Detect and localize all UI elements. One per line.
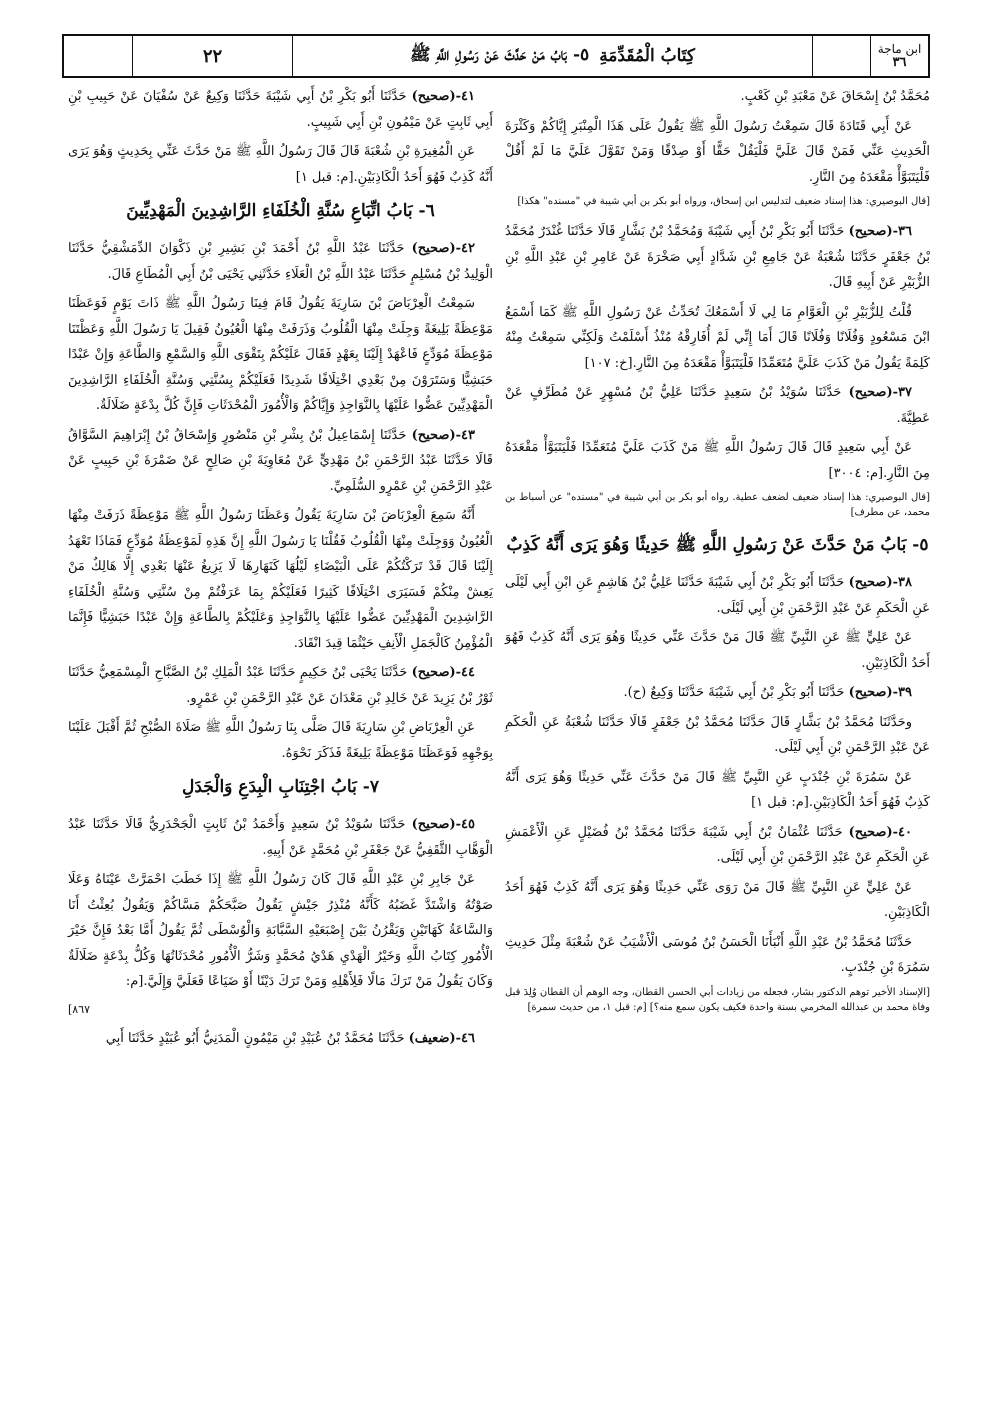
paragraph: عَنْ عَلِيٍّ ﷺ عَنِ النَّبِيِّ ﷺ قَالَ مَنْ حَدَّثَ عَنِّي حَدِيثًا وَهُوَ يَرَى أَنَّهُ كَذِبٌ فَهُوَ أَحَدُ الْكَاذِبَيْنِ. [505,630,930,671]
page-header [62,34,930,78]
isnad: حَدَّثَنَا سُوَيْدُ بْنُ سَعِيدٍ وَأَحْمَدُ بْنُ ثَابِتٍ الْجَحْدَرِيُّ قَالَا حَدَّثَنَا عَبْدُ الْوَهَّابِ الثَّقَفِيُّ عَنْ جَعْفَرِ بْنِ مُحَمَّدٍ عَنْ أَبِيهِ. [68,817,493,858]
footnote: [الإسناد الأخير توهم الدكتور بشار، فجعله من زيادات أبي الحسن القطان، وجه الوهم أن القطان وُلِدَ قبل وفاة محمد بن عبدالله المخرمي بسنة واحدة فكيف يكون سمع منه؟] [م: قبل ١، من حديث سمرة] [505,986,930,1013]
header-empty-cell-left [64,36,132,76]
page-number: ٢٢ [202,45,223,67]
chapter-heading-6: ٦- بَابُ اتِّبَاعِ سُنَّةِ الْخُلَفَاءِ الرَّاشِدِينَ الْمَهْدِيِّينَ [126,201,435,221]
paragraph: قُلْتُ لِلزُّبَيْرِ بْنِ الْعَوَّامِ مَا لِي لَا أَسْمَعُكَ تُحَدِّثُ عَنْ رَسُولِ اللَّهِ ﷺ كَمَا أَسْمَعُ ابْنَ مَسْعُودٍ وَفُلَانًا وَفُلَانًا قَالَ أَمَا إِنِّي لَمْ أُفَارِقْهُ مُنْذُ أَسْلَمْتُ وَلَكِنِّي سَمِعْتُ مِنْهُ كَلِمَةً يَقُولُ مَنْ كَذَبَ عَلَيَّ مُتَعَمِّدًا فَلْيَتَبَوَّأْ مَقْعَدَهُ مِنَ النَّارِ.[خ: ١٠٧] [505,304,930,371]
hadith-44 [68,660,493,711]
paragraph: عَنْ أَبِي سَعِيدٍ قَالَ قَالَ رَسُولُ اللَّهِ ﷺ مَنْ كَذَبَ عَلَيَّ مُتَعَمِّدًا فَلْيَتَبَوَّأْ مَقْعَدَهُ مِنَ النَّارِ.[م: ٣٠٠٤] [505,440,930,481]
book-page-number: ٣٦ [892,55,907,70]
hadith-number: ٤٣-(صحيح) [411,427,475,443]
isnad: حَدَّثَنَا أَبُو بَكْرِ بْنُ أَبِي شَيْبَةَ حَدَّثَنَا وَكِيعٌ (ح). [623,685,845,700]
page-number-cell [132,36,292,76]
isnad: حَدَّثَنَا مُحَمَّدُ بْنُ عُبَيْدِ بْنِ مَيْمُونٍ الْمَدَنِيُّ أَبُو عُبَيْدٍ حَدَّثَنَا أَبِي [105,1031,405,1046]
hadith-number: ٤٦-(ضعيف) [408,1031,475,1046]
hadith-number: ٣٧-(صحيح) [848,385,912,400]
footnote: [قال البوصيري: هذا إسناد ضعيف لتدليس ابن إسحاق، ورواه أبو بكر بن أبي شيبة في "مسنده" هكذا] [517,196,930,207]
paragraph: عَنِ الْعِرْبَاضِ بْنِ سَارِيَةَ قَالَ صَلَّى بِنَا رَسُولُ اللَّهِ ﷺ صَلَاةَ الصُّبْحِ ثُمَّ أَقْبَلَ عَلَيْنَا بِوَجْهِهِ فَوَعَظَنَا مَوْعِظَةً بَلِيغَةً فَذَكَرَ نَحْوَهُ. [68,720,493,761]
paragraph: عَنْ عَلِيٍّ عَنِ النَّبِيِّ ﷺ قَالَ مَنْ رَوَى عَنِّي حَدِيثًا وَهُوَ يَرَى أَنَّهُ كَذِبٌ فَهُوَ أَحَدُ الْكَاذِبَيْنِ. [505,879,930,920]
isnad: حَدَّثَنَا عَبْدُ اللَّهِ بْنُ أَحْمَدَ بْنِ بَشِيرِ بْنِ ذَكْوَانَ الدِّمَشْقِيُّ حَدَّثَنَا الْوَلِيدُ بْنُ مُسْلِمٍ حَدَّثَنَا عَبْدُ اللَّهِ بْنُ الْعَلَاءِ حَدَّثَنِي يَحْيَى بْنُ أَبِي الْمُطَاعِ قَالَ. [68,241,493,282]
chapter-heading-5: ٥- بَابُ مَنْ حَدَّثَ عَنْ رَسُولِ اللَّهِ ﷺ حَدِيثًا وَهُوَ يَرَى أَنَّهُ كَذِبٌ [506,535,929,555]
section-title: ٥- بَابُ مَنْ حَدَّثَ عَنْ رَسُولِ اللَّهِ ﷺ [410,44,590,65]
chapter-title: كِتَابُ الْمُقَدِّمَةِ [599,46,695,66]
hadith-46 [68,1026,493,1052]
isnad: حَدَّثَنَا يَحْيَى بْنُ حَكِيمٍ حَدَّثَنَا عَبْدُ الْمَلِكِ بْنُ الصَّبَّاحِ الْمِسْمَعِيُّ حَدَّثَنَا ثَوْرُ بْنُ يَزِيدَ عَنْ خَالِدِ بْنِ مَعْدَانَ عَنْ عَبْدِ الرَّحْمَنِ بْنِ عَمْرٍو. [68,665,493,706]
reference-end: ٨٦٧] [68,1002,91,1016]
section-cell [292,36,812,76]
paragraph: أَنَّهُ سَمِعَ الْعِرْبَاضَ بْنَ سَارِيَةَ يَقُولُ وَعَظَنَا رَسُولُ اللَّهِ ﷺ مَوْعِظَةً ذَرَفَتْ مِنْهَا الْعُيُونُ وَوَجِلَتْ مِنْهَا الْقُلُوبُ فَقُلْنَا يَا رَسُولَ اللَّهِ إِنَّ هَذِهِ لَمَوْعِظَةُ مُوَدِّعٍ فَمَاذَا تَعْهَدُ إِلَيْنَا قَالَ قَدْ تَرَكْتُكُمْ عَلَى الْبَيْضَاءِ لَيْلُهَا كَنَهَارِهَا لَا يَزِيغُ عَنْهَا بَعْدِي إِلَّا هَالِكٌ مَنْ يَعِشْ مِنْكُمْ فَسَيَرَى اخْتِلَافًا كَثِيرًا فَعَلَيْكُمْ بِمَا عَرَفْتُمْ مِنْ سُنَّتِي وَسُنَّةِ الْخُلَفَاءِ الرَّاشِدِينَ الْمَهْدِيِّينَ عَضُّوا عَلَيْهَا بِالنَّوَاجِذِ وَعَلَيْكُمْ بِالطَّاعَةِ وَإِنْ عَبْدًا حَبَشِيًّا فَإِنَّمَا الْمُؤْمِنُ كَالْجَمَلِ الْأَنِفِ حَيْثُمَا قِيدَ انْقَادَ. [68,508,493,651]
hadith-42 [68,236,493,287]
hadith-number: ٤١-(صحيح) [411,89,475,104]
isnad: حَدَّثَنَا إِسْمَاعِيلُ بْنُ بِشْرِ بْنِ مَنْصُورٍ وَإِسْحَاقُ بْنُ إِبْرَاهِيمَ السَّوَّاقُ قَالَا حَدَّثَنَا عَبْدُ الرَّحْمَنِ بْنُ مَهْدِيٍّ عَنْ مُعَاوِيَةَ بْنِ صَالِحٍ عَنْ ضَمْرَةَ بْنِ حَبِيبٍ عَنْ عَبْدِ الرَّحْمَنِ بْنِ عَمْرٍو السُّلَمِيِّ. [68,427,493,494]
paragraph: عَنِ الْمُغِيرَةِ بْنِ شُعْبَةَ قَالَ قَالَ رَسُولُ اللَّهِ ﷺ مَنْ حَدَّثَ عَنِّي بِحَدِيثٍ وَهُوَ يَرَى أَنَّهُ كَذِبٌ فَهُوَ أَحَدُ الْكَاذِبَيْنِ.[م: قبل ١] [68,144,493,185]
header-empty-cell-right [812,36,870,76]
book-cell [870,36,928,76]
paragraph: عَنْ سَمُرَةَ بْنِ جُنْدَبٍ عَنِ النَّبِيِّ ﷺ قَالَ مَنْ حَدَّثَ عَنِّي حَدِيثًا وَهُوَ يَرَى أَنَّهُ كَذِبٌ فَهُوَ أَحَدُ الْكَاذِبَيْنِ.[م: قبل ١] [505,769,930,810]
left-column [68,84,493,1056]
hadith-40 [505,820,930,871]
isnad: حَدَّثَنَا أَبُو بَكْرِ بْنُ أَبِي شَيْبَةَ وَمُحَمَّدُ بْنُ بَشَّارٍ قَالَا حَدَّثَنَا غُنْدَرٌ مُحَمَّدُ بْنُ جَعْفَرٍ حَدَّثَنَا شُعْبَةُ عَنْ جَامِعِ بْنِ شَدَّادٍ أَبِي صَخْرَةَ عَنْ عَامِرِ بْنِ عَبْدِ اللَّهِ بْنِ الزُّبَيْرِ عَنْ أَبِيهِ قَالَ. [505,224,930,290]
isnad: حَدَّثَنَا عُثْمَانُ بْنُ أَبِي شَيْبَةَ حَدَّثَنَا مُحَمَّدُ بْنُ فُضَيْلٍ عَنِ الْأَعْمَشِ عَنِ الْحَكَمِ عَنْ عَبْدِ الرَّحْمَنِ بْنِ أَبِي لَيْلَى. [505,824,930,865]
hadith-39 [505,680,930,706]
hadith-37 [505,380,930,431]
hadith-38 [505,570,930,621]
hadith-36 [505,219,930,296]
hadith-45 [68,812,493,863]
hadith-number: ٤٢-(صحيح) [411,241,475,256]
chapter-heading-7: ٧- بَابُ اجْتِنَابِ الْبِدَعِ وَالْجَدَلِ [182,777,379,797]
right-column [505,84,930,1025]
paragraph: سَمِعْتُ الْعِرْبَاضَ بْنَ سَارِيَةَ يَقُولُ قَامَ فِينَا رَسُولُ اللَّهِ ﷺ ذَاتَ يَوْمٍ فَوَعَظَنَا مَوْعِظَةً بَلِيغَةً وَجِلَتْ مِنْهَا الْقُلُوبُ وَذَرَفَتْ مِنْهَا الْعُيُونُ فَقِيلَ يَا رَسُولَ اللَّهِ وَعَظْتَنَا مَوْعِظَةَ مُوَدِّعٍ فَاعْهَدْ إِلَيْنَا بِعَهْدٍ فَقَالَ عَلَيْكُمْ بِتَقْوَى اللَّهِ وَالسَّمْعِ وَالطَّاعَةِ وَإِنْ عَبْدًا حَبَشِيًّا وَسَتَرَوْنَ مِنْ بَعْدِي اخْتِلَافًا شَدِيدًا فَعَلَيْكُمْ بِسُنَّتِي وَسُنَّةِ الْخُلَفَاءِ الرَّاشِدِينَ الْمَهْدِيِّينَ عَضُّوا عَلَيْهَا بِالنَّوَاجِذِ وَإِيَّاكُمْ وَالْأُمُورَ الْمُحْدَثَاتِ فَإِنَّ كُلَّ بِدْعَةٍ ضَلَالَةٌ. [68,296,493,413]
isnad: حَدَّثَنَا أَبُو بَكْرِ بْنُ أَبِي شَيْبَةَ حَدَّثَنَا عَلِيُّ بْنُ هَاشِمٍ عَنِ ابْنِ أَبِي لَيْلَى عَنِ الْحَكَمِ عَنْ عَبْدِ الرَّحْمَنِ بْنِ أَبِي لَيْلَى. [505,575,930,616]
paragraph: عَنْ أَبِي قَتَادَةَ قَالَ سَمِعْتُ رَسُولَ اللَّهِ ﷺ يَقُولُ عَلَى هَذَا الْمِنْبَرِ إِيَّاكُمْ وَكَثْرَةَ الْحَدِيثِ عَنِّي فَمَنْ قَالَ عَلَيَّ فَلْيَقُلْ حَقًّا أَوْ صِدْقًا وَمَنْ تَقَوَّلَ عَلَيَّ مَا لَمْ أَقُلْ فَلْيَتَبَوَّأْ مَقْعَدَهُ مِنَ النَّارِ. [505,118,930,185]
hadith-43 [68,423,493,500]
paragraph: وحَدَّثَنَا مُحَمَّدُ بْنُ بَشَّارٍ قَالَ حَدَّثَنَا مُحَمَّدُ بْنُ جَعْفَرٍ قَالَا حَدَّثَنَا شُعْبَةُ عَنِ الْحَكَمِ عَنْ عَبْدِ الرَّحْمَنِ بْنِ أَبِي لَيْلَى. [505,714,930,755]
footnote: [قال البوصيري: هذا إسناد ضعيف لضعف عطية. رواه أبو بكر بن أبي شيبة في "مسنده" عن أسباط بن محمد، عن مطرف] [505,492,930,518]
hadith-number: ٣٨-(صحيح) [848,575,912,590]
isnad: حَدَّثَنَا سُوَيْدُ بْنُ سَعِيدٍ حَدَّثَنَا عَلِيُّ بْنُ مُسْهِرٍ عَنْ مُطَرِّفٍ عَنْ عَطِيَّةَ. [505,385,930,426]
paragraph: حَدَّثَنَا مُحَمَّدُ بْنُ عَبْدِ اللَّهِ أَنْبَأَنَا الْحَسَنُ بْنُ مُوسَى الْأَشْيَبُ عَنْ شُعْبَةَ مِثْلَ حَدِيثِ سَمُرَةَ بْنِ جُنْدَبٍ. [505,934,930,975]
paragraph: مُحَمَّدُ بْنُ إِسْحَاقَ عَنْ مَعْبَدِ بْنِ كَعْبٍ. [740,89,930,104]
hadith-number: ٤٠-(صحيح) [848,824,912,840]
hadith-41 [68,84,493,135]
paragraph: عَنْ جَابِرِ بْنِ عَبْدِ اللَّهِ قَالَ كَانَ رَسُولُ اللَّهِ ﷺ إِذَا خَطَبَ احْمَرَّتْ عَيْنَاهُ وَعَلَا صَوْتُهُ وَاشْتَدَّ غَضَبُهُ كَأَنَّهُ مُنْذِرُ جَيْشٍ يَقُولُ صَبَّحَكُمْ مَسَّاكُمْ وَيَقُولُ بُعِثْتُ أَنَا وَالسَّاعَةُ كَهَاتَيْنِ وَيَقْرُنُ بَيْنَ إِصْبَعَيْهِ السَّبَّابَةِ وَالْوُسْطَى ثُمَّ يَقُولُ أَمَّا بَعْدُ فَإِنَّ خَيْرَ الْأُمُورِ كِتَابُ اللَّهِ وَخَيْرُ الْهَدْيِ هَدْيُ مُحَمَّدٍ وَشَرُّ الْأُمُورِ مُحْدَثَاتُهَا وَكُلُّ بِدْعَةٍ ضَلَالَةٌ وَكَانَ يَقُولُ مَنْ تَرَكَ مَالًا فَلِأَهْلِهِ وَمَنْ تَرَكَ دَيْنًا أَوْ ضَيَاعًا فَعَلَيَّ وَإِلَيَّ.[م: [68,872,493,989]
book-name: ابن ماجة [877,42,922,56]
hadith-number: ٣٩-(صحيح) [848,685,912,700]
hadith-number: ٤٥-(صحيح) [411,817,475,832]
isnad: حَدَّثَنَا أَبُو بَكْرِ بْنُ أَبِي شَيْبَةَ حَدَّثَنَا وَكِيعٌ عَنْ سُفْيَانَ عَنْ حَبِيبِ بْنِ أَبِي ثَابِتٍ عَنْ مَيْمُونِ بْنِ أَبِي شَبِيبٍ. [68,89,493,130]
hadith-number: ٤٤-(صحيح) [411,665,476,680]
hadith-number: ٣٦-(صحيح) [848,224,912,239]
